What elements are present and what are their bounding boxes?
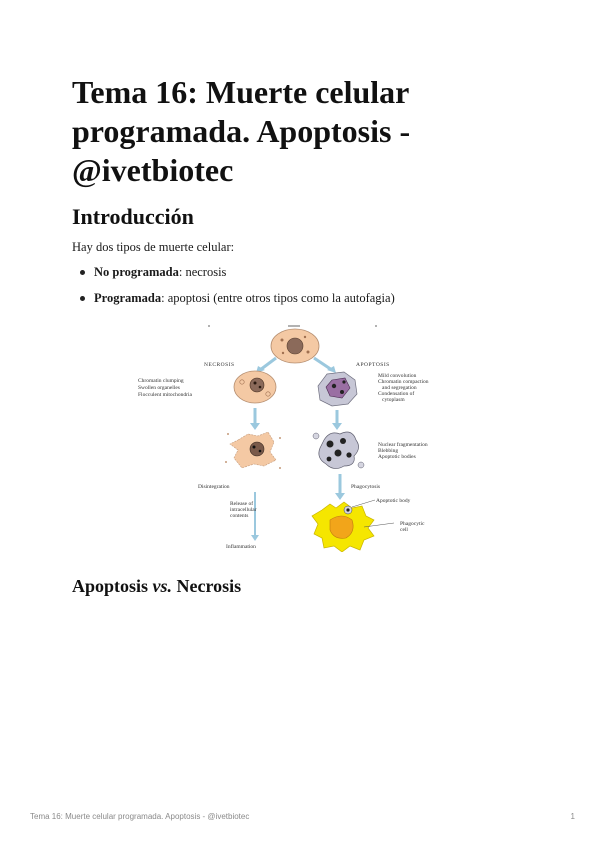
apoptosis-step-text: Apoptotic bodies bbox=[378, 454, 416, 460]
apoptosis-step-text: Condensation of bbox=[378, 391, 415, 397]
list-item bbox=[72, 290, 395, 316]
cell-death-diagram bbox=[130, 322, 470, 552]
list-item-description: : necrosis bbox=[178, 265, 227, 279]
page-number: 1 bbox=[570, 812, 575, 821]
necrosis-step-text: Flocculent mitochondria bbox=[138, 392, 192, 398]
apoptosis-step-text: Chromatin compaction bbox=[378, 379, 429, 385]
swollen-cell-icon bbox=[234, 371, 276, 403]
bullet-icon bbox=[80, 270, 85, 275]
footer-title: Tema 16: Muerte celular programada. Apoptosis - @ivetbiotec bbox=[30, 812, 250, 821]
heading-part: Necrosis bbox=[172, 576, 242, 596]
section-heading-introduccion: Introducción bbox=[72, 204, 194, 229]
apoptosis-step-text: Nuclear fragmentation bbox=[378, 442, 428, 448]
necrosis-step-text: Disintegration bbox=[198, 484, 230, 490]
heading-part: Apoptosis bbox=[72, 576, 153, 596]
arrow-icon bbox=[335, 474, 345, 500]
apoptosis-step-text: Phagocytosis bbox=[351, 484, 381, 490]
bullet-list bbox=[72, 264, 395, 316]
fragmented-cell-icon bbox=[313, 432, 364, 469]
apoptosis-step-text: Blebbing bbox=[378, 448, 399, 454]
disintegrating-cell-icon bbox=[225, 432, 281, 469]
necrosis-step-text: Chromatin clumping bbox=[138, 378, 184, 384]
necrosis-step-text: contents bbox=[230, 513, 249, 519]
bullet-icon bbox=[80, 296, 85, 301]
apoptosis-step-text: Mild convolution bbox=[378, 373, 417, 379]
arrow-icon bbox=[314, 358, 336, 373]
callout-line bbox=[352, 500, 375, 507]
apoptosis-step-text: Phagocytic bbox=[400, 521, 425, 527]
list-item bbox=[72, 264, 395, 290]
arrow-icon bbox=[251, 492, 259, 541]
list-item-term: Programada bbox=[94, 291, 162, 305]
apoptosis-step-text: and segregation bbox=[382, 385, 417, 391]
necrosis-step-text: intracellular bbox=[230, 507, 257, 513]
apoptosis-step-text: cytoplasm bbox=[382, 397, 405, 403]
apoptosis-label: APOPTOSIS bbox=[356, 362, 390, 368]
necrosis-step-text: Inflammation bbox=[226, 544, 256, 550]
apoptosis-step-text: Apoptotic body bbox=[376, 498, 411, 504]
arrow-icon bbox=[332, 410, 342, 430]
normal-cell-icon bbox=[271, 329, 319, 363]
intro-paragraph: Hay dos tipos de muerte celular: bbox=[72, 240, 235, 254]
necrosis-step-text: Swollen organelles bbox=[138, 385, 180, 391]
necrosis-step-text: Release of bbox=[230, 501, 254, 507]
section-heading-apoptosis-vs-necrosis bbox=[72, 576, 241, 597]
necrosis-label: NECROSIS bbox=[204, 362, 235, 368]
apoptosis-step-text: cell bbox=[400, 527, 408, 533]
arrow-icon bbox=[256, 358, 276, 373]
page-footer bbox=[30, 812, 575, 821]
list-item-description: : apoptosi (entre otros tipos como la autofagia) bbox=[161, 291, 395, 305]
shrinking-cell-icon bbox=[318, 372, 357, 406]
arrow-icon bbox=[250, 408, 260, 430]
heading-emphasis: vs. bbox=[152, 576, 173, 596]
list-item-term: No programada bbox=[94, 265, 179, 279]
page-title: Tema 16: Muerte celular programada. Apoptosis - @ivetbiotec bbox=[72, 74, 411, 188]
